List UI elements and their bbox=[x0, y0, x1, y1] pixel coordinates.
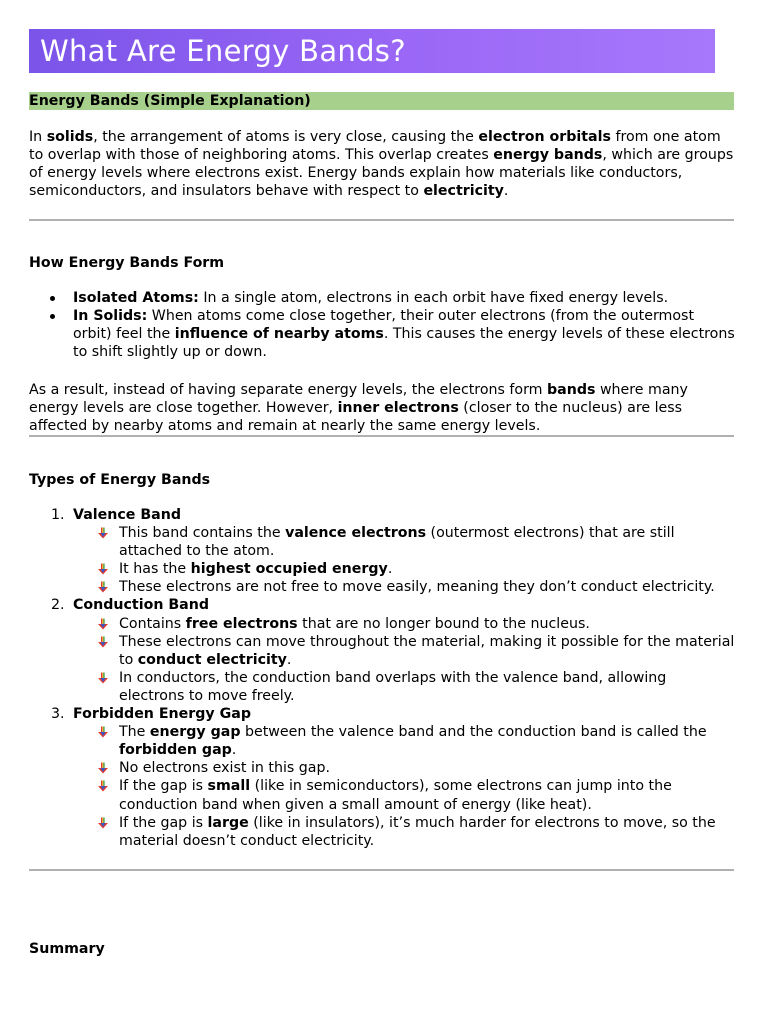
bold-term: electron orbitals bbox=[478, 129, 611, 145]
formation-bullet-list bbox=[29, 289, 735, 361]
rainbow-down-arrow-icon bbox=[97, 636, 109, 648]
text-run: These electrons are not free to move easily, meaning they don’t conduct electricity. bbox=[119, 579, 715, 596]
title-banner bbox=[29, 29, 715, 73]
item-number: 2. bbox=[51, 597, 65, 614]
bold-term: conduct electricity bbox=[137, 651, 287, 668]
page-title: What Are Energy Bands? bbox=[40, 34, 406, 68]
text-run: . bbox=[387, 561, 393, 578]
rainbow-down-arrow-icon bbox=[97, 726, 109, 738]
rainbow-down-arrow-icon bbox=[97, 527, 109, 539]
text-run: In a single atom, electrons in each orbit have fixed energy levels. bbox=[198, 290, 669, 306]
section-heading-types: Types of Energy Bands bbox=[29, 472, 211, 488]
item-label: Forbidden Energy Gap bbox=[73, 706, 251, 723]
intro-paragraph bbox=[29, 128, 735, 200]
list-item bbox=[29, 615, 735, 633]
text-run: The bbox=[119, 724, 150, 741]
section-divider bbox=[29, 869, 734, 871]
item-number: 3. bbox=[51, 706, 65, 723]
list-item bbox=[29, 777, 735, 813]
list-item bbox=[29, 633, 735, 669]
bold-term: In Solids: bbox=[73, 308, 148, 325]
text-run: (like in semiconductors), some electrons can jump into the conduction band when given a small amount of energy (like heat). bbox=[119, 778, 672, 813]
rainbow-down-arrow-icon bbox=[97, 618, 109, 630]
item-number: 1. bbox=[51, 507, 65, 523]
bold-term: energy bands bbox=[493, 147, 603, 164]
list-item bbox=[29, 669, 735, 705]
numbered-item bbox=[29, 506, 735, 596]
numbered-item bbox=[29, 596, 735, 705]
text-run: from one atom to overlap with those of neighboring atoms. This overlap creates bbox=[29, 129, 721, 164]
types-numbered-list bbox=[29, 506, 735, 850]
section-heading-simple-explanation: Energy Bands (Simple Explanation) bbox=[29, 93, 311, 109]
section-divider bbox=[29, 435, 734, 437]
text-run: As a result, instead of having separate energy levels, the electrons form bbox=[29, 382, 547, 398]
numbered-item bbox=[29, 705, 735, 850]
result-paragraph bbox=[29, 381, 735, 435]
text-run: (outermost electrons) that are still attached to the atom. bbox=[119, 525, 675, 560]
bold-term: solids bbox=[46, 129, 94, 145]
rainbow-down-arrow-icon bbox=[97, 762, 109, 774]
text-run: . bbox=[286, 651, 292, 668]
rainbow-down-arrow-icon bbox=[97, 563, 109, 575]
text-run: This band contains the bbox=[119, 525, 286, 542]
text-run: , the arrangement of atoms is very close, causing the bbox=[93, 129, 479, 145]
bold-term: energy gap bbox=[149, 724, 241, 741]
text-run: No electrons exist in this gap. bbox=[119, 760, 330, 777]
section-heading-how-bands-form: How Energy Bands Form bbox=[29, 255, 225, 271]
text-run: When atoms come close together, their outer electrons (from the outermost orbit) feel the bbox=[73, 308, 695, 343]
text-run: (closer to the nucleus) are less affected by nearby atoms and remain at nearly the same energy levels. bbox=[29, 400, 683, 435]
section-heading-highlight bbox=[29, 92, 734, 110]
text-run: In conductors, the conduction band overlaps with the valence band, allowing electrons to move freely. bbox=[119, 669, 667, 704]
bold-term: bands bbox=[547, 382, 596, 398]
text-run: These electrons can move throughout the material, making it possible for the material to bbox=[119, 633, 735, 668]
section-divider bbox=[29, 219, 734, 221]
text-run: In bbox=[29, 129, 47, 145]
text-run: , which are groups of energy levels where electrons exist. Energy bands explain how materials like conductors, semiconductors, and insulators behave with respect to bbox=[29, 147, 734, 200]
sub-bullet-list bbox=[29, 615, 735, 705]
bold-term: small bbox=[207, 778, 251, 795]
sub-bullet-list bbox=[29, 524, 735, 596]
bold-term: inner electrons bbox=[337, 400, 459, 417]
bold-term: free electrons bbox=[185, 615, 298, 632]
text-run: If the gap is bbox=[119, 778, 208, 795]
text-run: between the valence band and the conduction band is called the bbox=[240, 724, 707, 741]
rainbow-down-arrow-icon bbox=[97, 817, 109, 829]
text-run: If the gap is bbox=[119, 814, 208, 831]
list-item bbox=[29, 524, 735, 560]
list-item bbox=[29, 723, 735, 759]
bold-term: electricity bbox=[423, 183, 504, 200]
list-item bbox=[29, 307, 735, 361]
rainbow-down-arrow-icon bbox=[97, 672, 109, 684]
text-run: where many energy levels are close together. However, bbox=[29, 382, 688, 417]
text-run: that are no longer bound to the nucleus. bbox=[297, 615, 590, 632]
rainbow-down-arrow-icon bbox=[97, 780, 109, 792]
text-run: It has the bbox=[119, 561, 191, 578]
text-run: (like in insulators), it’s much harder for electrons to move, so the material doesn’t conduct electricity. bbox=[119, 814, 716, 849]
rainbow-down-arrow-icon bbox=[97, 581, 109, 593]
item-label: Valence Band bbox=[73, 507, 181, 523]
list-item bbox=[29, 560, 735, 578]
list-item bbox=[29, 289, 735, 307]
section-heading-summary: Summary bbox=[29, 941, 105, 957]
text-run: Contains bbox=[119, 615, 186, 632]
bold-term: large bbox=[207, 814, 249, 831]
text-run: . This causes the energy levels of these electrons to shift slightly up or down. bbox=[73, 326, 735, 361]
bold-term: influence of nearby atoms bbox=[174, 326, 384, 343]
bold-term: highest occupied energy bbox=[190, 561, 388, 578]
text-run: . bbox=[231, 742, 237, 759]
list-item bbox=[29, 578, 735, 596]
item-label: Conduction Band bbox=[73, 597, 210, 614]
bold-term: valence electrons bbox=[285, 525, 427, 542]
list-item bbox=[29, 814, 735, 850]
sub-bullet-list bbox=[29, 723, 735, 850]
bold-term: Isolated Atoms: bbox=[73, 290, 199, 306]
text-run: . bbox=[503, 183, 509, 200]
list-item bbox=[29, 759, 735, 777]
bold-term: forbidden gap bbox=[119, 742, 232, 759]
